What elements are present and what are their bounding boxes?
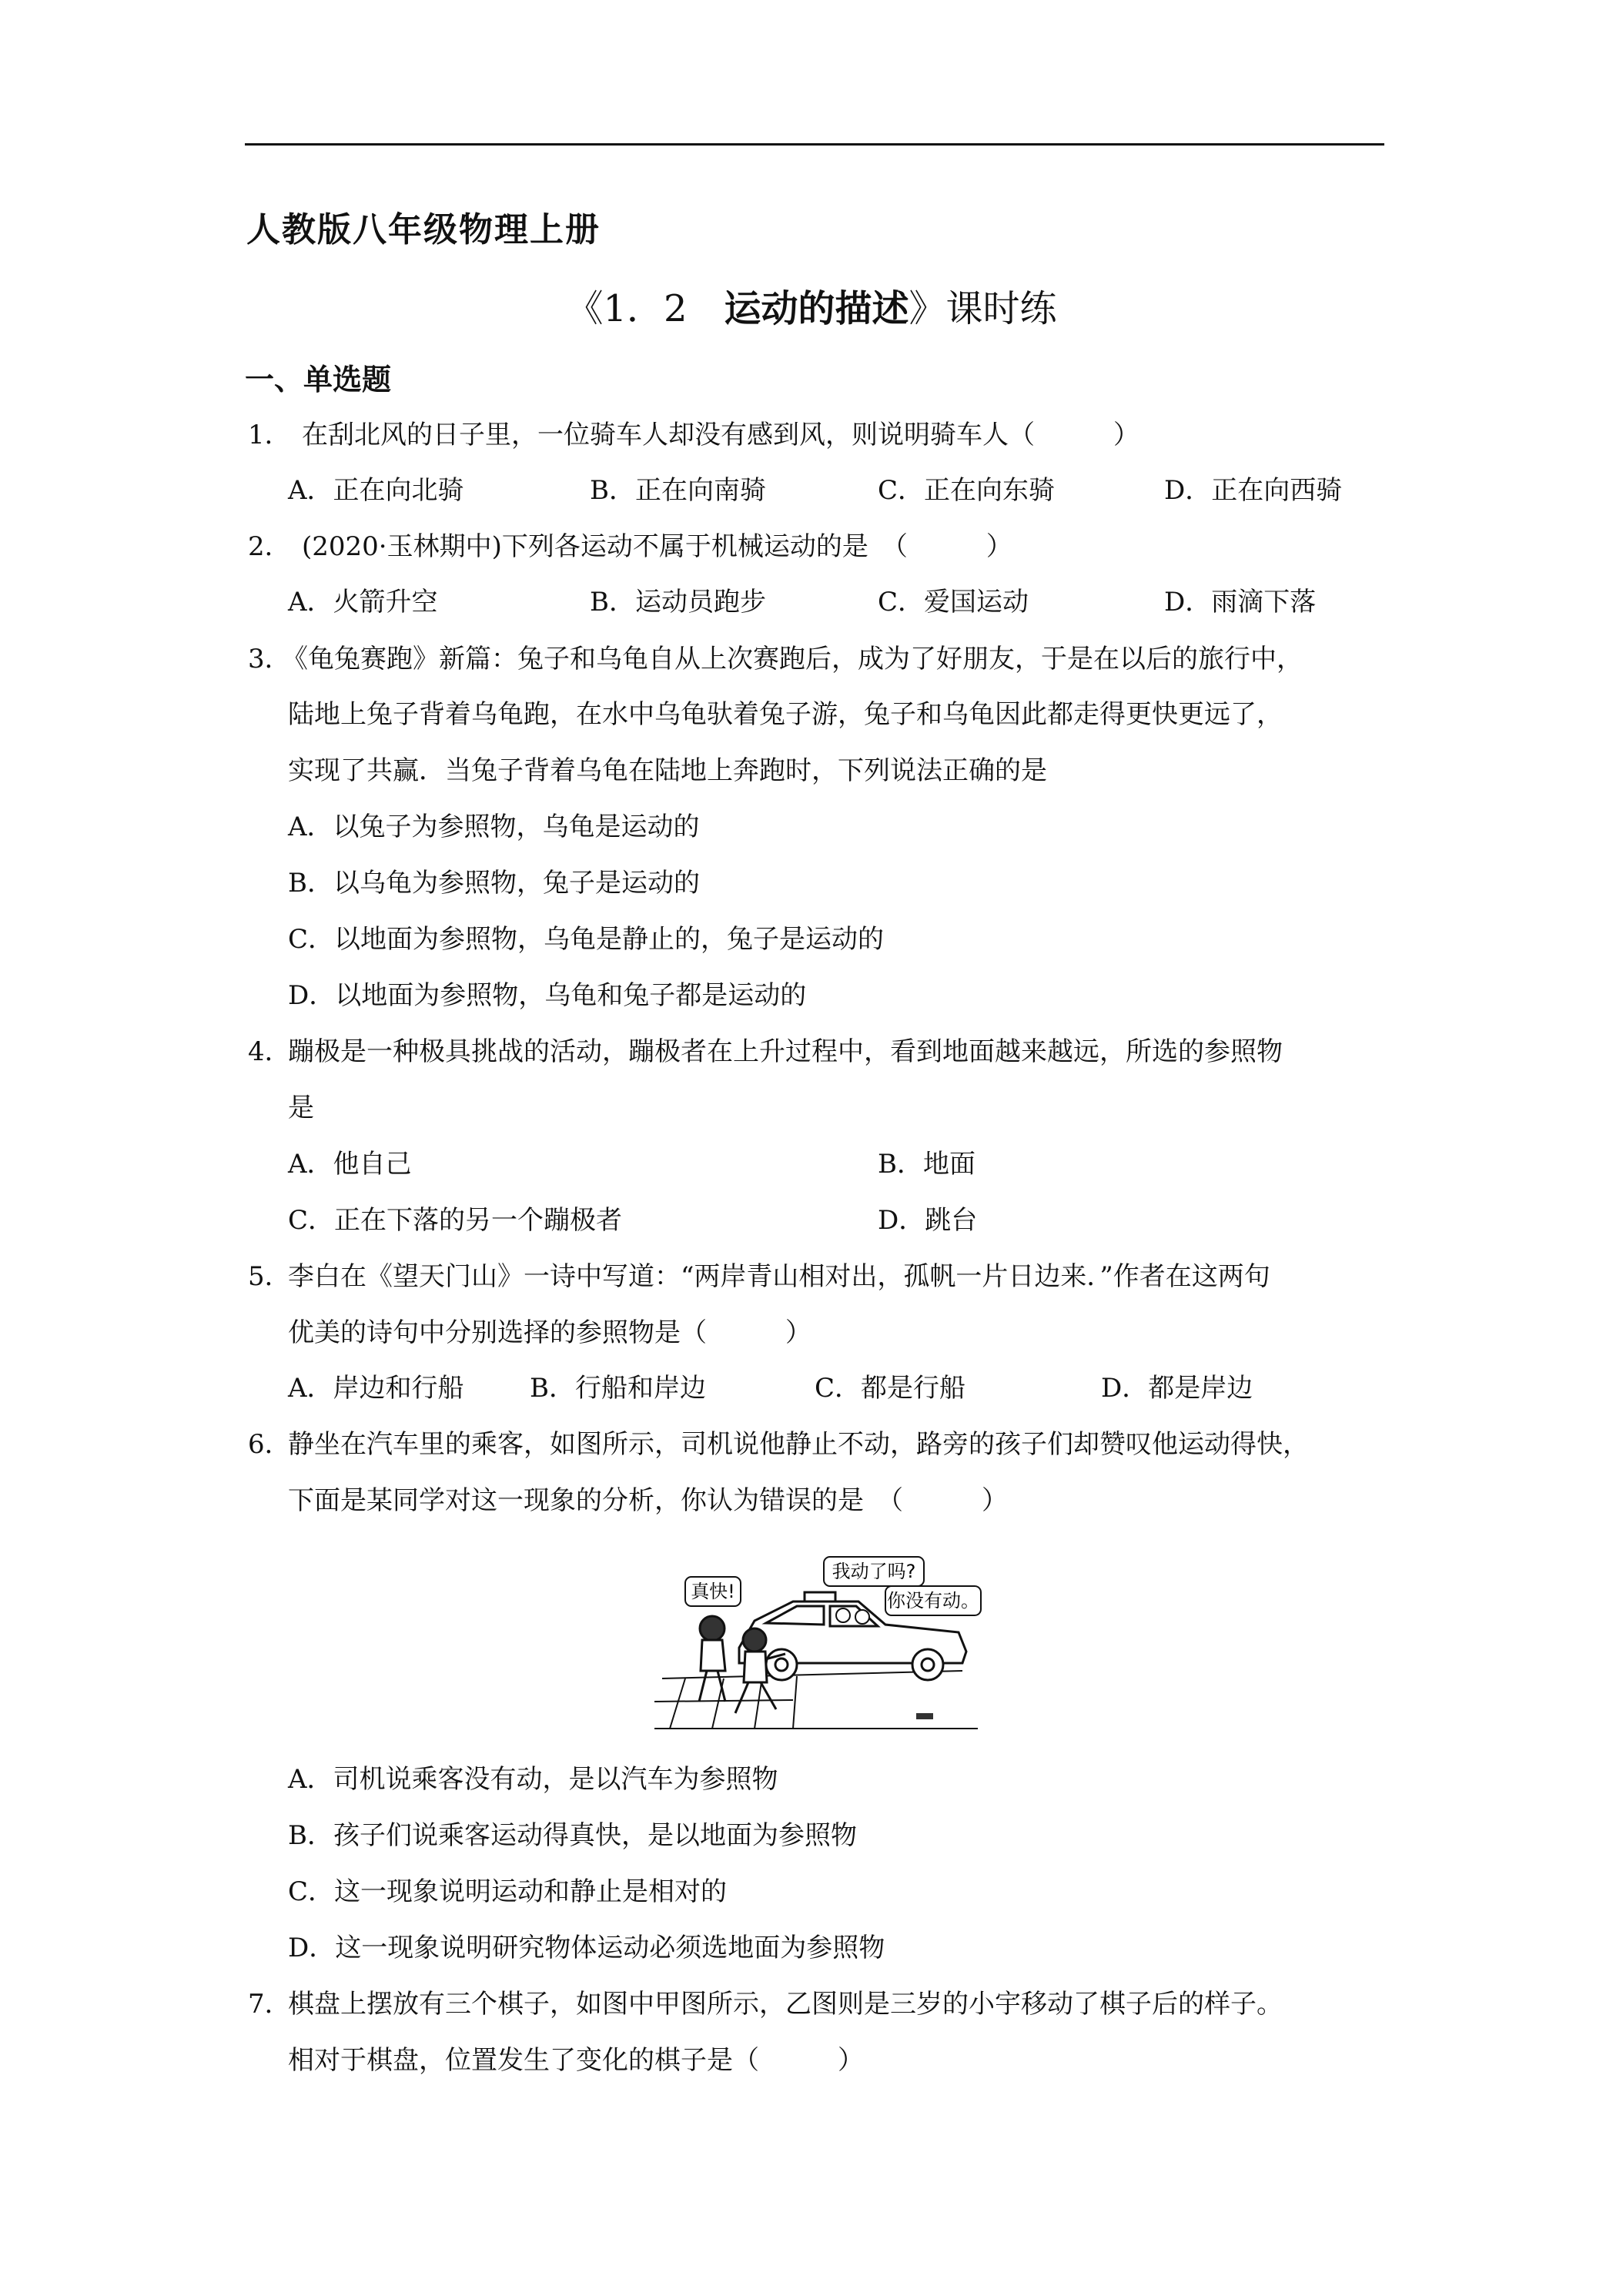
- q5-number: 5．: [248, 1261, 291, 1292]
- title-open: 《1．2: [566, 287, 724, 330]
- q2-option-d: D．雨滴下落: [1164, 587, 1317, 618]
- q2-option-c: C．爱国运动: [878, 587, 1029, 618]
- q5-option-c: C．都是行船: [815, 1373, 966, 1404]
- ground-stone: [916, 1713, 933, 1719]
- q2-option-a: A．火箭升空: [288, 587, 438, 618]
- q5-option-a: A．岸边和行船: [288, 1373, 464, 1404]
- document-header: 人教版八年级物理上册: [246, 210, 601, 249]
- q4-number: 4．: [248, 1036, 291, 1067]
- document-title: [0, 279, 1623, 332]
- q6-stem-line2: 下面是某同学对这一现象的分析，你认为错误的是 （ ）: [288, 1485, 1008, 1516]
- q1-option-c: C．正在向东骑: [878, 475, 1056, 506]
- q3-option-b: B．以乌龟为参照物，兔子是运动的: [288, 868, 700, 899]
- q6-option-a: A．司机说乘客没有动，是以汽车为参照物: [288, 1764, 778, 1795]
- q6-option-d: D．这一现象说明研究物体运动必须选地面为参照物: [288, 1933, 885, 1963]
- q6-option-c: C．这一现象说明运动和静止是相对的: [288, 1876, 728, 1907]
- q4-option-a: A．他自己: [288, 1149, 412, 1180]
- q3-option-a: A．以兔子为参照物，乌龟是运动的: [288, 812, 700, 842]
- q7-stem-line1: 棋盘上摆放有三个棋子，如图中甲图所示，乙图则是三岁的小宇移动了棋子后的样子。: [288, 1989, 1283, 2020]
- title-bold: 运动的描述: [724, 287, 909, 330]
- section-heading: 一、单选题: [245, 363, 392, 397]
- car-kids-illustration: [654, 1555, 986, 1732]
- q7-number: 7．: [248, 1989, 291, 2020]
- q5-option-d: D．都是岸边: [1101, 1373, 1253, 1404]
- bubble-passenger: 我动了吗?: [832, 1561, 916, 1582]
- q3-number: 3．: [248, 644, 291, 674]
- q3-stem-line2: 陆地上兔子背着乌龟跑，在水中乌龟驮着兔子游，兔子和乌龟因此都走得更快更远了，: [288, 699, 1283, 730]
- q1-number: 1．: [248, 420, 291, 450]
- q6-number: 6．: [248, 1429, 291, 1460]
- q1-stem: 在刮北风的日子里，一位骑车人却没有感到风，则说明骑车人（ ）: [302, 420, 1139, 450]
- q4-option-d: D．跳台: [878, 1205, 978, 1236]
- q5-option-b: B．行船和岸边: [530, 1373, 706, 1404]
- q5-stem-line1: 李白在《望天门山》一诗中写道：“两岸青山相对出，孤帆一片日边来．”作者在这两句: [288, 1261, 1270, 1292]
- title-close: 》课时练: [909, 287, 1057, 330]
- q4-option-b: B．地面: [878, 1149, 975, 1180]
- q1-option-a: A．正在向北骑: [288, 475, 464, 506]
- q4-stem-line2: 是: [288, 1093, 314, 1123]
- q6-option-b: B．孩子们说乘客运动得真快，是以地面为参照物: [288, 1820, 857, 1851]
- bubble-driver: 你没有动。: [887, 1590, 979, 1612]
- q2-option-b: B．运动员跑步: [590, 587, 766, 618]
- q2-number: 2．: [248, 531, 291, 562]
- q1-option-b: B．正在向南骑: [590, 475, 766, 506]
- q2-stem: (2020·玉林期中)下列各运动不属于机械运动的是 （ ）: [302, 531, 1012, 562]
- q6-stem-line1: 静坐在汽车里的乘客，如图所示，司机说他静止不动，路旁的孩子们却赞叹他运动得快，: [288, 1429, 1309, 1460]
- q3-stem-line1: 《龟兔赛跑》新篇：兔子和乌龟自从上次赛跑后，成为了好朋友，于是在以后的旅行中，: [282, 644, 1303, 674]
- q3-stem-line3: 实现了共赢．当兔子背着乌龟在陆地上奔跑时，下列说法正确的是: [288, 755, 1047, 786]
- q7-stem-line2: 相对于棋盘，位置发生了变化的棋子是（ ）: [288, 2045, 864, 2076]
- q3-option-d: D．以地面为参照物，乌龟和兔子都是运动的: [288, 980, 807, 1011]
- q4-stem-line1: 蹦极是一种极具挑战的活动，蹦极者在上升过程中，看到地面越来越远，所选的参照物: [288, 1036, 1283, 1067]
- q5-stem-line2: 优美的诗句中分别选择的参照物是（ ）: [288, 1317, 812, 1348]
- bubble-kids: 真快!: [691, 1581, 735, 1602]
- header-rule: [245, 143, 1384, 146]
- q3-option-c: C．以地面为参照物，乌龟是静止的，兔子是运动的: [288, 924, 885, 955]
- q1-option-d: D．正在向西骑: [1164, 475, 1343, 506]
- q4-option-c: C．正在下落的另一个蹦极者: [288, 1205, 623, 1236]
